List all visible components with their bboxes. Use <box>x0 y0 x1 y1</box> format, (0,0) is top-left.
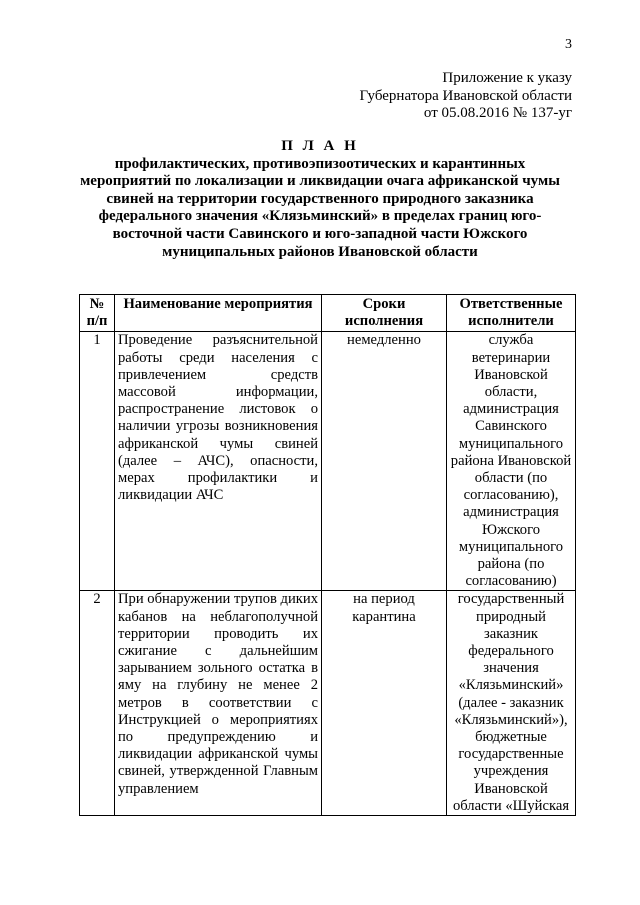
appendix-block <box>359 70 572 123</box>
header-num: № п/п <box>80 295 115 332</box>
row-num: 1 <box>80 332 115 591</box>
plan-table <box>79 294 576 816</box>
appendix-line-1: Приложение к указу <box>442 70 572 86</box>
table-row <box>80 332 576 591</box>
row-name <box>115 332 322 591</box>
row-name <box>115 591 322 816</box>
plan-title <box>70 138 570 261</box>
table-header-row <box>80 295 576 332</box>
plan-heading: П Л А Н <box>281 138 359 154</box>
row-name-text: При обнаружении трупов диких кабанов на неблагополучной территории проводить их сжигание с дальнейшим зарыванием зольного остатка в яму на глубину не менее 2 метров в соответствии с Инструкцией о мероприятиях по предупреждению и ликвидации африканской чумы свиней, утвержденной Главным управлением <box>118 591 318 797</box>
table-row <box>80 591 576 816</box>
row-responsible: государственный природный заказник федерального значения «Клязьминский» (далее - заказник «Клязьминский»), бюджетные государственные учреждения Ивановской области «Шуйская <box>447 591 576 816</box>
page-number: 3 <box>565 37 572 52</box>
row-responsible: служба ветеринарии Ивановской области, администрация Савинского муниципального района Ивановской области (по согласованию), администрация Южского муниципального района (по согласованию) <box>447 332 576 591</box>
header-term: Сроки исполнения <box>322 295 447 332</box>
row-num: 2 <box>80 591 115 816</box>
appendix-line-3: от 05.08.2016 № 137-уг <box>423 105 572 121</box>
header-responsible: Ответственные исполнители <box>447 295 576 332</box>
header-name: Наименование мероприятия <box>115 295 322 332</box>
plan-subtitle: профилактических, противоэпизоотических и карантинных мероприятий по локализации и ликвидации очага африканской чумы свиней на территории государственного природного заказника федерального значения «Клязьминский» в пределах границ юго-восточной части Савинского и юго-западной части Южского муниципальных районов Ивановской области <box>80 155 560 260</box>
appendix-line-2: Губернатора Ивановской области <box>359 87 572 104</box>
row-term: немедленно <box>322 332 447 591</box>
row-term: на период карантина <box>322 591 447 816</box>
row-name-text: Проведение разъяснительной работы среди населения с привлечением средств массовой информации, распространение листовок о наличии угрозы возникновения африканской чумы свиней (далее – АЧС), опасности, мерах профилактики и ликвидации АЧС <box>118 332 318 504</box>
